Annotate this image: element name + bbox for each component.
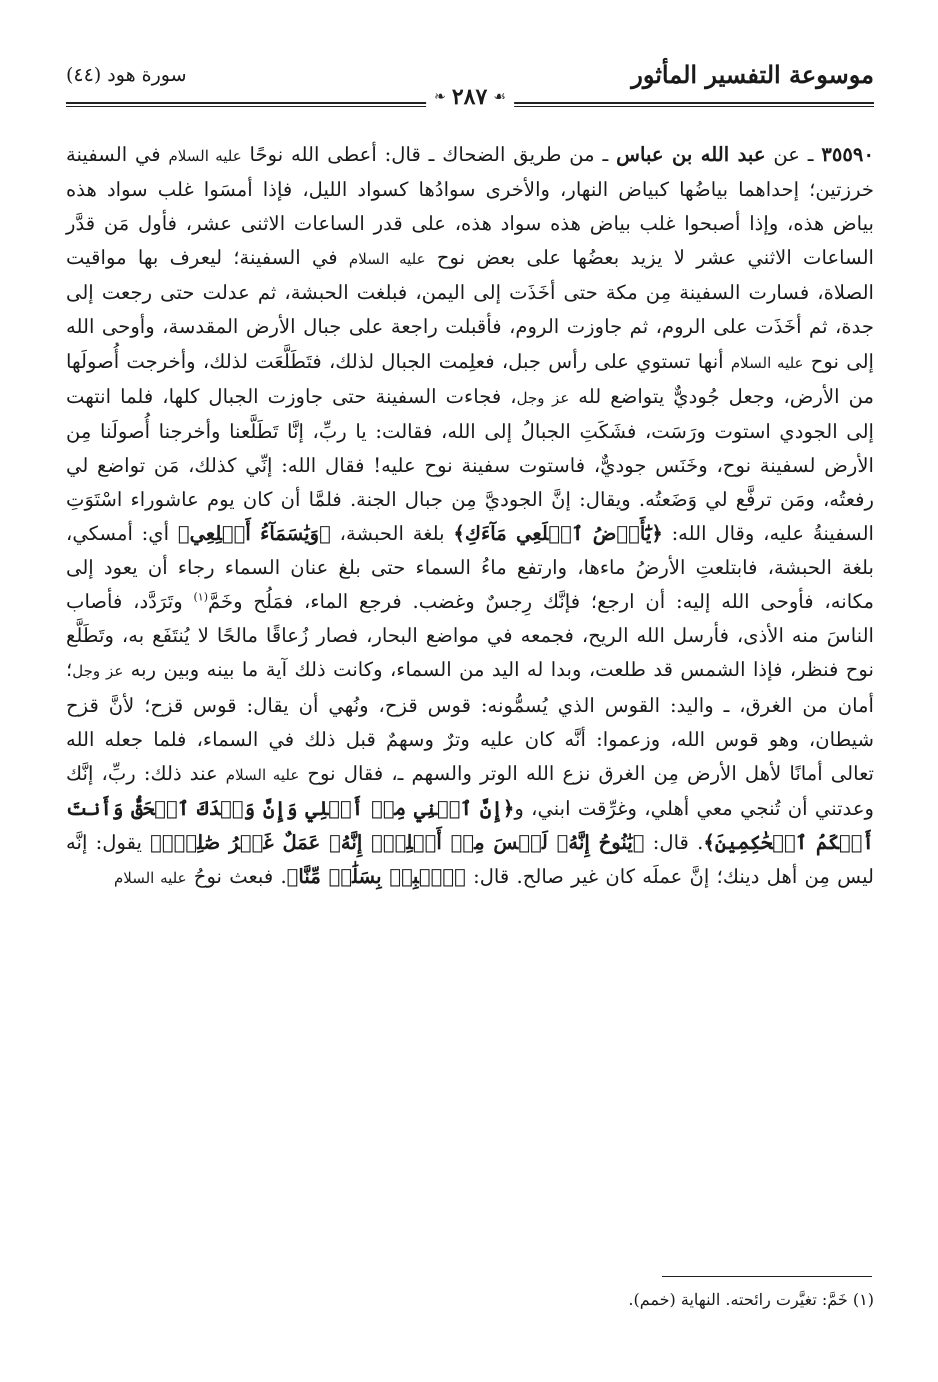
entry-number: ٣٥٥٩٠ xyxy=(821,143,874,166)
honorific: عليه السلام xyxy=(113,868,187,887)
footnote-divider xyxy=(662,1276,872,1277)
page-number: ٢٨٧ xyxy=(451,84,488,110)
page-header xyxy=(66,58,874,118)
quran-verse: ﴿ٱهۡبِطۡ بِسَلَٰمٖ مِّنَّا﴾ xyxy=(286,864,466,888)
page-number-box xyxy=(426,84,514,110)
honorific: عليه السلام xyxy=(168,147,242,165)
honorific: عز وجل xyxy=(72,662,124,681)
ornament-left-icon: ❧ xyxy=(434,89,446,105)
entry-text: وتَرَدَّد، فأصاب الناسَ منه الأذى، فأرسل الله الريح، فجمعه في مواضع البحار، فصار زُعاقًا مالحًا لا يُنتَفَع به، وتَطَلَّع نوح فنظر، فإذا الشمس قد طلعت، وبدا له اليد من السماء، وكانت ذلك آية ما بينه وبين ربه xyxy=(66,590,874,682)
entry-text: في السفينة؛ ليعرف بها مواقيت الصلاة، فسارت السفينة مِن مكة حتى أخَذَت إلى اليمن، فبلغت الحبشة، ثم عدلت حتى رجعت إلى جدة، ثم أخَذَت على الروم، ثم جاوزت الروم، فأقبلت راجعة على جبال الأرض المقدسة، وأوحى الله إلى نوح xyxy=(66,246,874,373)
narration-entry xyxy=(66,138,874,895)
honorific: عليه السلام xyxy=(225,765,300,784)
surah-label: سورة هود (٤٤) xyxy=(66,64,187,86)
book-title: موسوعة التفسير المأثور xyxy=(631,60,874,89)
honorific: عليه السلام xyxy=(730,353,804,372)
honorific: عليه السلام xyxy=(348,250,426,269)
entry-text: يقول: إنَّه ليس مِن أهل دينك؛ إنَّ عملَه كان غير صالح. قال: xyxy=(66,830,874,888)
quran-verse: ﴿وَيَٰسَمَآءُ أَقۡلِعِي﴾ xyxy=(177,522,331,546)
entry-text: عند ذلك: ربِّ، إنَّك وعدتني أن تُنجي معي أهلي، وغرِّقت ابني، و xyxy=(66,761,874,820)
entry-text: . قال: xyxy=(644,830,704,854)
quran-verse: ﴿إِنَّ ٱبۡنِي مِنۡ أَهۡلِي وَإِنَّ وَعۡدَكَ ٱلۡحَقُّ وَأَنتَ أَحۡكَمُ ٱلۡحَٰكِمِينَ﴾ xyxy=(66,796,875,854)
entry-text: أنها تستوي على رأس جبل، فعلِمت الجبال لذلك، فتَطَلَّعَت لذلك، وأخرجت أُصولَها من الأرض، وجعل جُوديٌّ يتواضع لله xyxy=(66,349,875,408)
footnote-marker[interactable]: (١) xyxy=(193,590,208,604)
footnote: (١) خَمَّ: تغيَّرت رائحته. النهاية (خمم). xyxy=(628,1290,874,1309)
entry-text: ـ من طريق الضحاك ـ قال: أعطى الله نوحًا xyxy=(241,143,617,166)
narrator-name: عبد الله بن عباس xyxy=(616,143,766,166)
quran-verse: ﴿يَٰٓأَرۡضُ ٱبۡلَعِي مَآءَكِ﴾ xyxy=(453,522,663,546)
entry-text: أي: أمسكي، بلغة الحبشة، فابتلعتِ الأرضُ ماءها، وارتفع ماءُ السماء حتى بلغ عنان السماء رجاء أن يعود إلى مكانه، فأوحى الله إليه: أن ارجع؛ فإنَّك رِجسٌ وغضب. فرجع الماء، فمَلُح وخَمَّ xyxy=(66,522,874,614)
ornament-right-icon: ☙ xyxy=(493,89,506,105)
quran-verse: ﴿يَٰنُوحُ إِنَّهُۥ لَيۡسَ مِنۡ أَهۡلِكَۖ إِنَّهُۥ عَمَلٌ غَيۡرُ صَٰلِحٖۖ﴾ xyxy=(150,830,645,854)
honorific: عز وجل xyxy=(516,388,570,407)
entry-text: . فبعث نوحُ xyxy=(186,864,287,888)
entry-text: ـ عن xyxy=(765,143,822,166)
entry-text: ؛ أمان من الغرق، ـ واليد: القوس الذي يُسمُّونه: قوس قزح، ونُهي أن يقال: قوس قزح؛ لأنَّ قزح شيطان، وهو قوس الله، وزعموا: أنَّه كان عليه وترٌ وسهمٌ قبل ذلك في السماء، فلما جعله الله تعالى أمانًا لأهل الأرض مِن الغرق نزع الله الوتر والسهم ـ، فقال نوح xyxy=(66,658,874,785)
entry-text: في السفينة خرزتين؛ إحداهما بياضُها كبياض النهار، والأخرى سوادُها كسواد الليل، فإذا أمسَوا غلب سواد هذه بياض هذه، وإذا أصبحوا غلب بياض هذه سواد هذه، على قدر الساعات الاثنى عشر، فأول مَن قدَّر الساعات الاثني عشر لا يزيد بعضُها على بعض نوح xyxy=(66,143,875,270)
entry-text: ، فجاءت السفينة حتى جاوزت الجبال كلها، فلما انتهت إلى الجودي استوت ورَسَت، فشَكَتِ الجبالُ إلى الله، فقالت: يا ربِّ، إنَّا تَطَلَّعنا وأخرجنا أُصولَنا مِن الأرض لسفينة نوح، وخَنَس جوديٌّ، فاستوت سفينة نوح عليه! فقال الله: إنِّي كذلك، مَن تواضع لي رفعتُه، ومَن ترفَّع لي وَضَعتُه. ويقال: إنَّ الجوديَّ مِن جبال الجنة. فلمَّا أن كان يوم عاشوراء اسْتَوَتِ السفينةُ عليه، وقال الله: xyxy=(66,384,874,546)
entry-text: بلغة الحبشة، xyxy=(330,522,454,546)
